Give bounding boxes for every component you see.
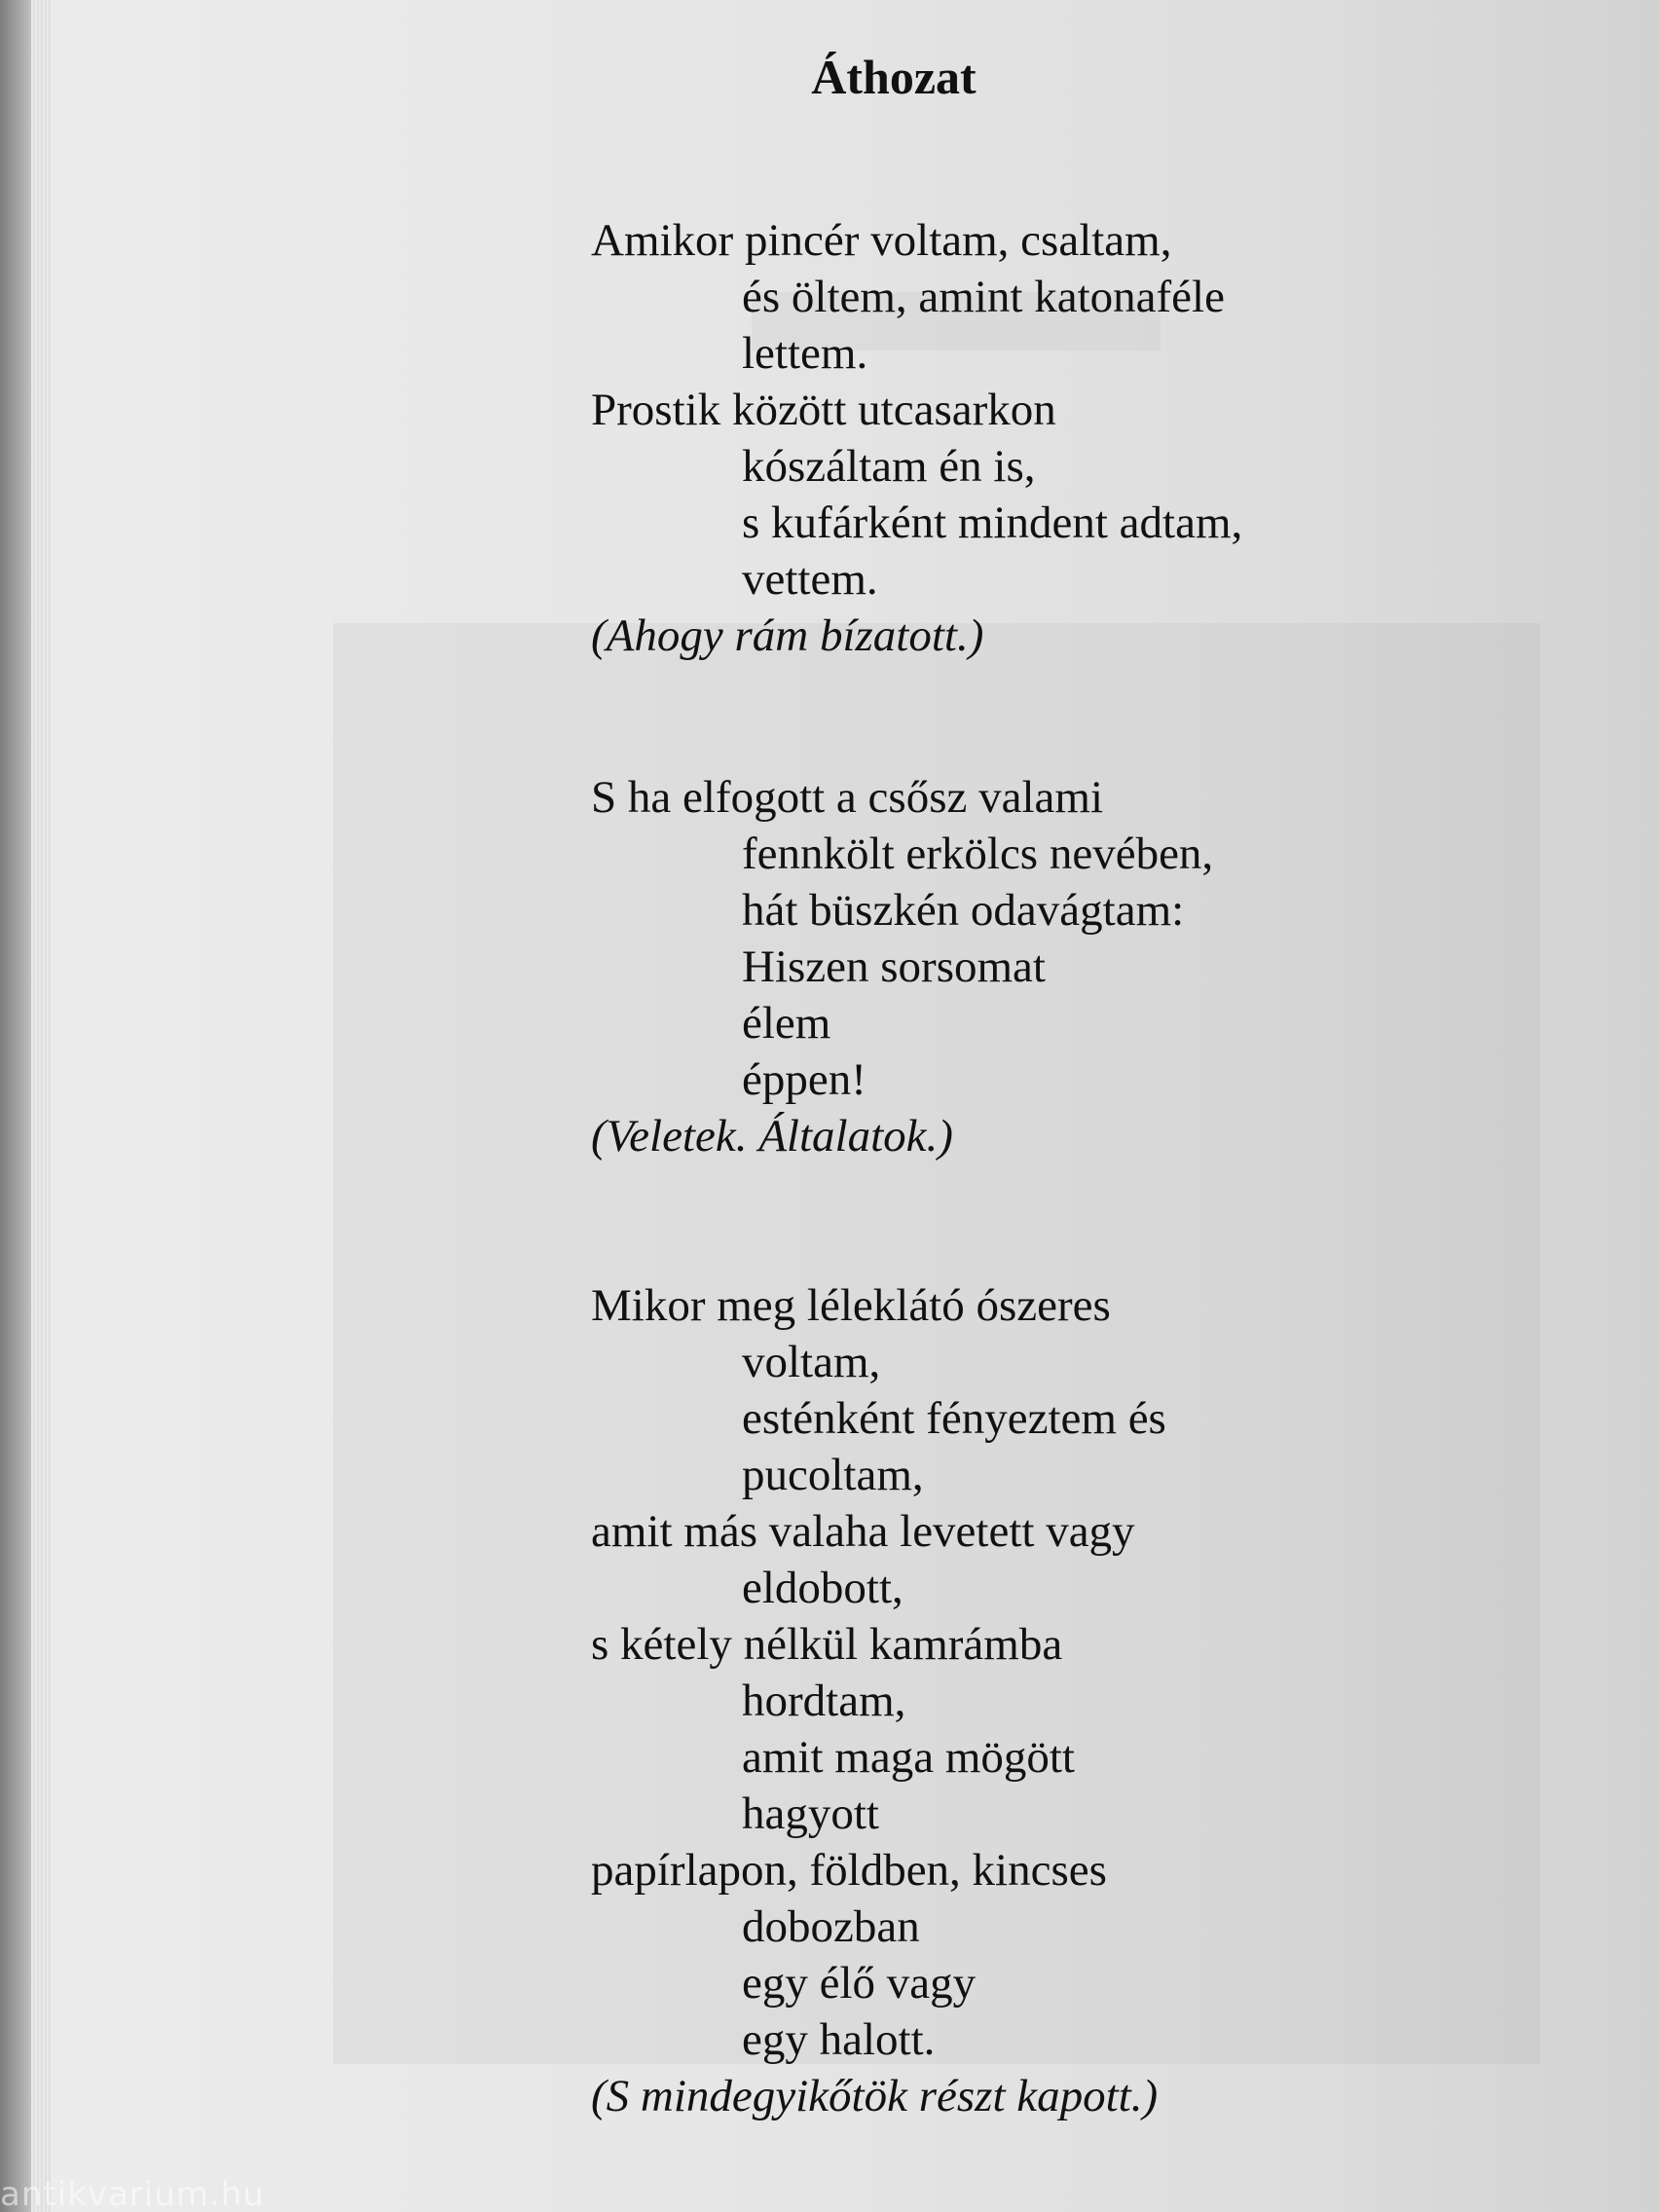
poem-line: amit más valaha levetett vagy: [591, 1506, 1135, 1557]
page-edges: [31, 0, 53, 2212]
book-page: [51, 0, 1659, 2212]
poem-line: kószáltam én is,: [742, 441, 1036, 492]
poem-line: S ha elfogott a csősz valami: [591, 772, 1103, 823]
poem-line: Mikor meg léleklátó ószeres: [591, 1280, 1111, 1331]
poem-line: lettem.: [742, 328, 868, 379]
stanza-1: [591, 212, 1242, 664]
poem-line: éppen!: [742, 1054, 866, 1105]
poem-line: eldobott,: [742, 1563, 903, 1613]
poem-line: hagyott: [742, 1788, 879, 1839]
poem-line: Prostik között utcasarkon: [591, 385, 1056, 435]
poem-line: pucoltam,: [742, 1450, 924, 1500]
poem-line: és öltem, amint katonaféle: [742, 272, 1225, 322]
poem-line: élem: [742, 998, 831, 1049]
stanza-note-line: (S mindegyikőtök részt kapott.): [591, 2071, 1159, 2121]
poem-line: s kétely nélkül kamrámba: [591, 1619, 1063, 1670]
poem-line: voltam,: [742, 1337, 881, 1387]
poem-title: Áthozat: [811, 50, 977, 104]
poem-line: dobozban: [742, 1901, 920, 1952]
poem-line: fennkölt erkölcs nevében,: [742, 829, 1214, 879]
poem-line: esténként fényeztem és: [742, 1393, 1166, 1444]
stanza-note-line: (Ahogy rám bízatott.): [591, 610, 984, 661]
poem-line: s kufárként mindent adtam,: [742, 498, 1243, 548]
stanza-2: [591, 769, 1213, 1164]
watermark: antikvarium.hu: [0, 2177, 265, 2212]
poem-line: egy halott.: [742, 2014, 936, 2065]
poem-line: vettem.: [742, 554, 878, 605]
poem-line: hordtam,: [742, 1676, 906, 1726]
poem-line: egy élő vagy: [742, 1958, 977, 2009]
poem-line: hát büszkén odavágtam:: [742, 885, 1185, 936]
poem-line: Amikor pincér voltam, csaltam,: [591, 215, 1172, 266]
stanza-3: [591, 1277, 1166, 2124]
poem-line: papírlapon, földben, kincses: [591, 1845, 1107, 1896]
stanza-note-line: (Veletek. Általatok.): [591, 1111, 953, 1161]
poem-line: amit maga mögött: [742, 1732, 1075, 1783]
poem-line: Hiszen sorsomat: [742, 941, 1046, 992]
